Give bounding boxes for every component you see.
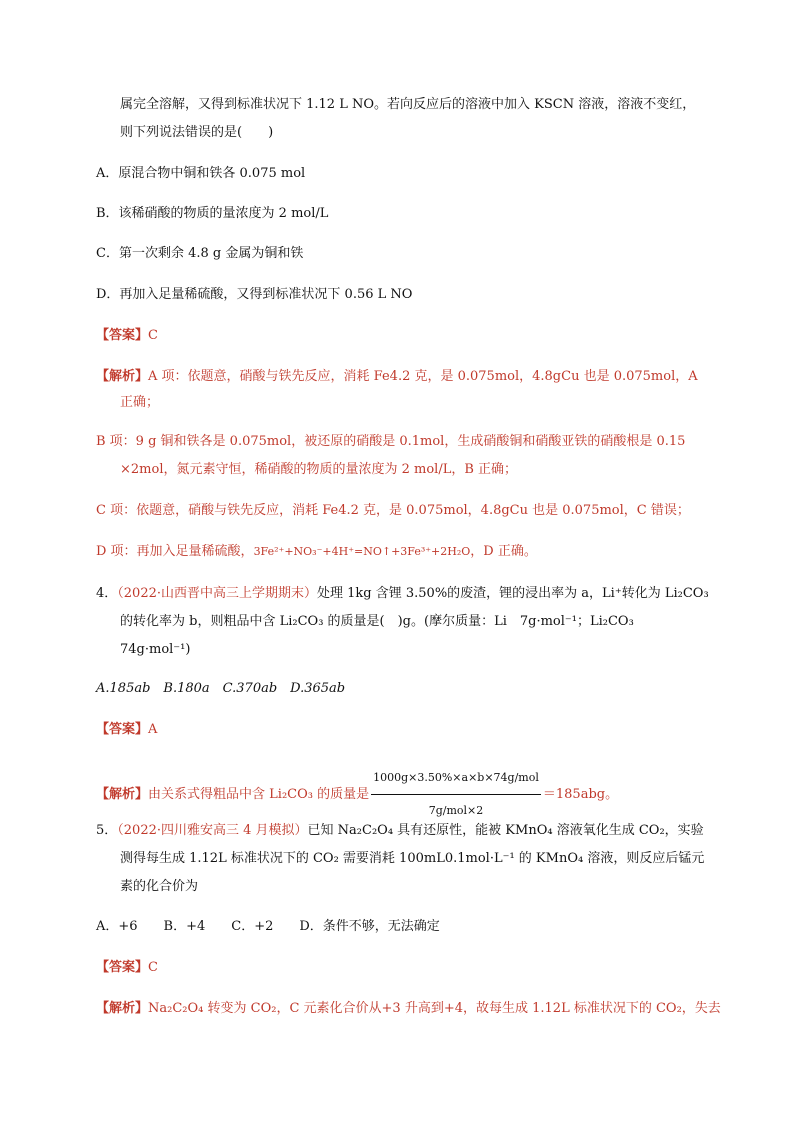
answer-label: 【答案】 <box>96 960 149 975</box>
q5-line1 <box>96 822 704 840</box>
q4-options: A.185ab B.180a C.370ab D.365ab <box>96 681 346 696</box>
answer-value: A <box>148 722 158 737</box>
q3-analysis-b-line2: ×2mol，氮元素守恒，稀硝酸的物质的量浓度为 2 mol/L，B 正确； <box>120 462 518 477</box>
q5-line1-text: 已知 Na₂C₂O₄ 具有还原性，能被 KMnO₄ 溶液氧化生成 CO₂，实验 <box>307 823 704 838</box>
q3-stem-line1: 属完全溶解，又得到标准状况下 1.12 L NO。若向反应后的溶液中加入 KSCN 溶液，溶液不变红， <box>120 97 696 112</box>
q3-answer <box>96 327 158 345</box>
analysis-d-suffix: ，D 正确。 <box>470 544 537 559</box>
q4-line1 <box>96 585 709 603</box>
analysis-a-text: A 项：依题意，硝酸与铁先反应，消耗 Fe4.2 克，是 0.075mol，4.8gCu 也是 0.075mol，A <box>148 369 698 384</box>
q4-line2: 的转化率为 b，则粗品中含 Li₂CO₃ 的质量是( )g。(摩尔质量：Li 7g·mol⁻¹；Li₂CO₃ <box>120 614 634 629</box>
q5-options: A．+6 B．+4 C．+2 D．条件不够，无法确定 <box>96 919 440 934</box>
q3-option-a: A．原混合物中铜和铁各 0.075 mol <box>96 166 306 181</box>
q3-analysis-d <box>96 543 537 561</box>
q5-line2: 测得每生成 1.12L 标准状况下的 CO₂ 需要消耗 100mL0.1mol·L⁻¹ 的 KMnO₄ 溶液，则反应后锰元 <box>120 851 705 866</box>
q3-stem-line2: 则下列说法错误的是( ) <box>120 125 274 140</box>
q5-analysis <box>96 1000 721 1018</box>
fraction-denominator: 7g/mol×2 <box>428 804 484 817</box>
q4-line3: 74g·mol⁻¹) <box>120 642 191 657</box>
fraction-numerator: 1000g×3.50%×a×b×74g/mol <box>371 763 541 795</box>
q3-option-b: B．该稀硝酸的物质的量浓度为 2 mol/L <box>96 206 329 221</box>
q3-analysis-a-line1 <box>96 368 698 386</box>
q4-line1-text: 处理 1kg 含锂 3.50%的废渣，锂的浸出率为 a，Li⁺转化为 Li₂CO₃ <box>317 586 709 601</box>
q3-analysis-a-line2: 正确； <box>120 395 160 410</box>
q4-analysis <box>96 763 618 826</box>
q4-source: （2022·山西晋中高三上学期期末） <box>117 586 317 601</box>
analysis-text: 由关系式得粗品中含 Li₂CO₃ 的质量是 <box>148 787 370 802</box>
q3-option-d: D．再加入足量稀硫酸，又得到标准状况下 0.56 L NO <box>96 287 413 302</box>
q5-line3: 素的化合价为 <box>120 879 199 894</box>
analysis-d-equation: 3Fe²⁺+NO₃⁻+4H⁺=NO↑+3Fe³⁺+2H₂O <box>253 545 471 558</box>
mass-fraction <box>371 763 541 826</box>
q4-answer <box>96 721 157 739</box>
answer-value: C <box>148 328 158 343</box>
analysis-label: 【解析】 <box>96 369 149 384</box>
analysis-result: ＝185abg。 <box>542 787 619 802</box>
analysis-d-prefix: D 项：再加入足量稀硫酸， <box>96 544 254 559</box>
q3-analysis-c: C 项：依题意，硝酸与铁先反应，消耗 Fe4.2 克，是 0.075mol，4.8gCu 也是 0.075mol，C 错误； <box>96 503 690 518</box>
q5-source: （2022·四川雅安高三 4 月模拟） <box>117 823 308 838</box>
q5-answer <box>96 959 158 977</box>
answer-label: 【答案】 <box>96 722 149 737</box>
q3-option-c: C．第一次剩余 4.8 g 金属为铜和铁 <box>96 246 304 261</box>
analysis-label: 【解析】 <box>96 787 149 802</box>
q3-analysis-b-line1: B 项：9 g 铜和铁各是 0.075mol，被还原的硝酸是 0.1mol，生成硝酸铜和硝酸亚铁的硝酸根是 0.15 <box>96 434 686 449</box>
analysis-label: 【解析】 <box>96 1001 149 1016</box>
analysis-text: Na₂C₂O₄ 转变为 CO₂，C 元素化合价从+3 升高到+4，故每生成 1.12L 标准状况下的 CO₂，失去 <box>148 1001 721 1016</box>
q5-number: 5． <box>96 823 118 838</box>
answer-value: C <box>148 960 158 975</box>
q4-number: 4． <box>96 586 118 601</box>
answer-label: 【答案】 <box>96 328 149 343</box>
